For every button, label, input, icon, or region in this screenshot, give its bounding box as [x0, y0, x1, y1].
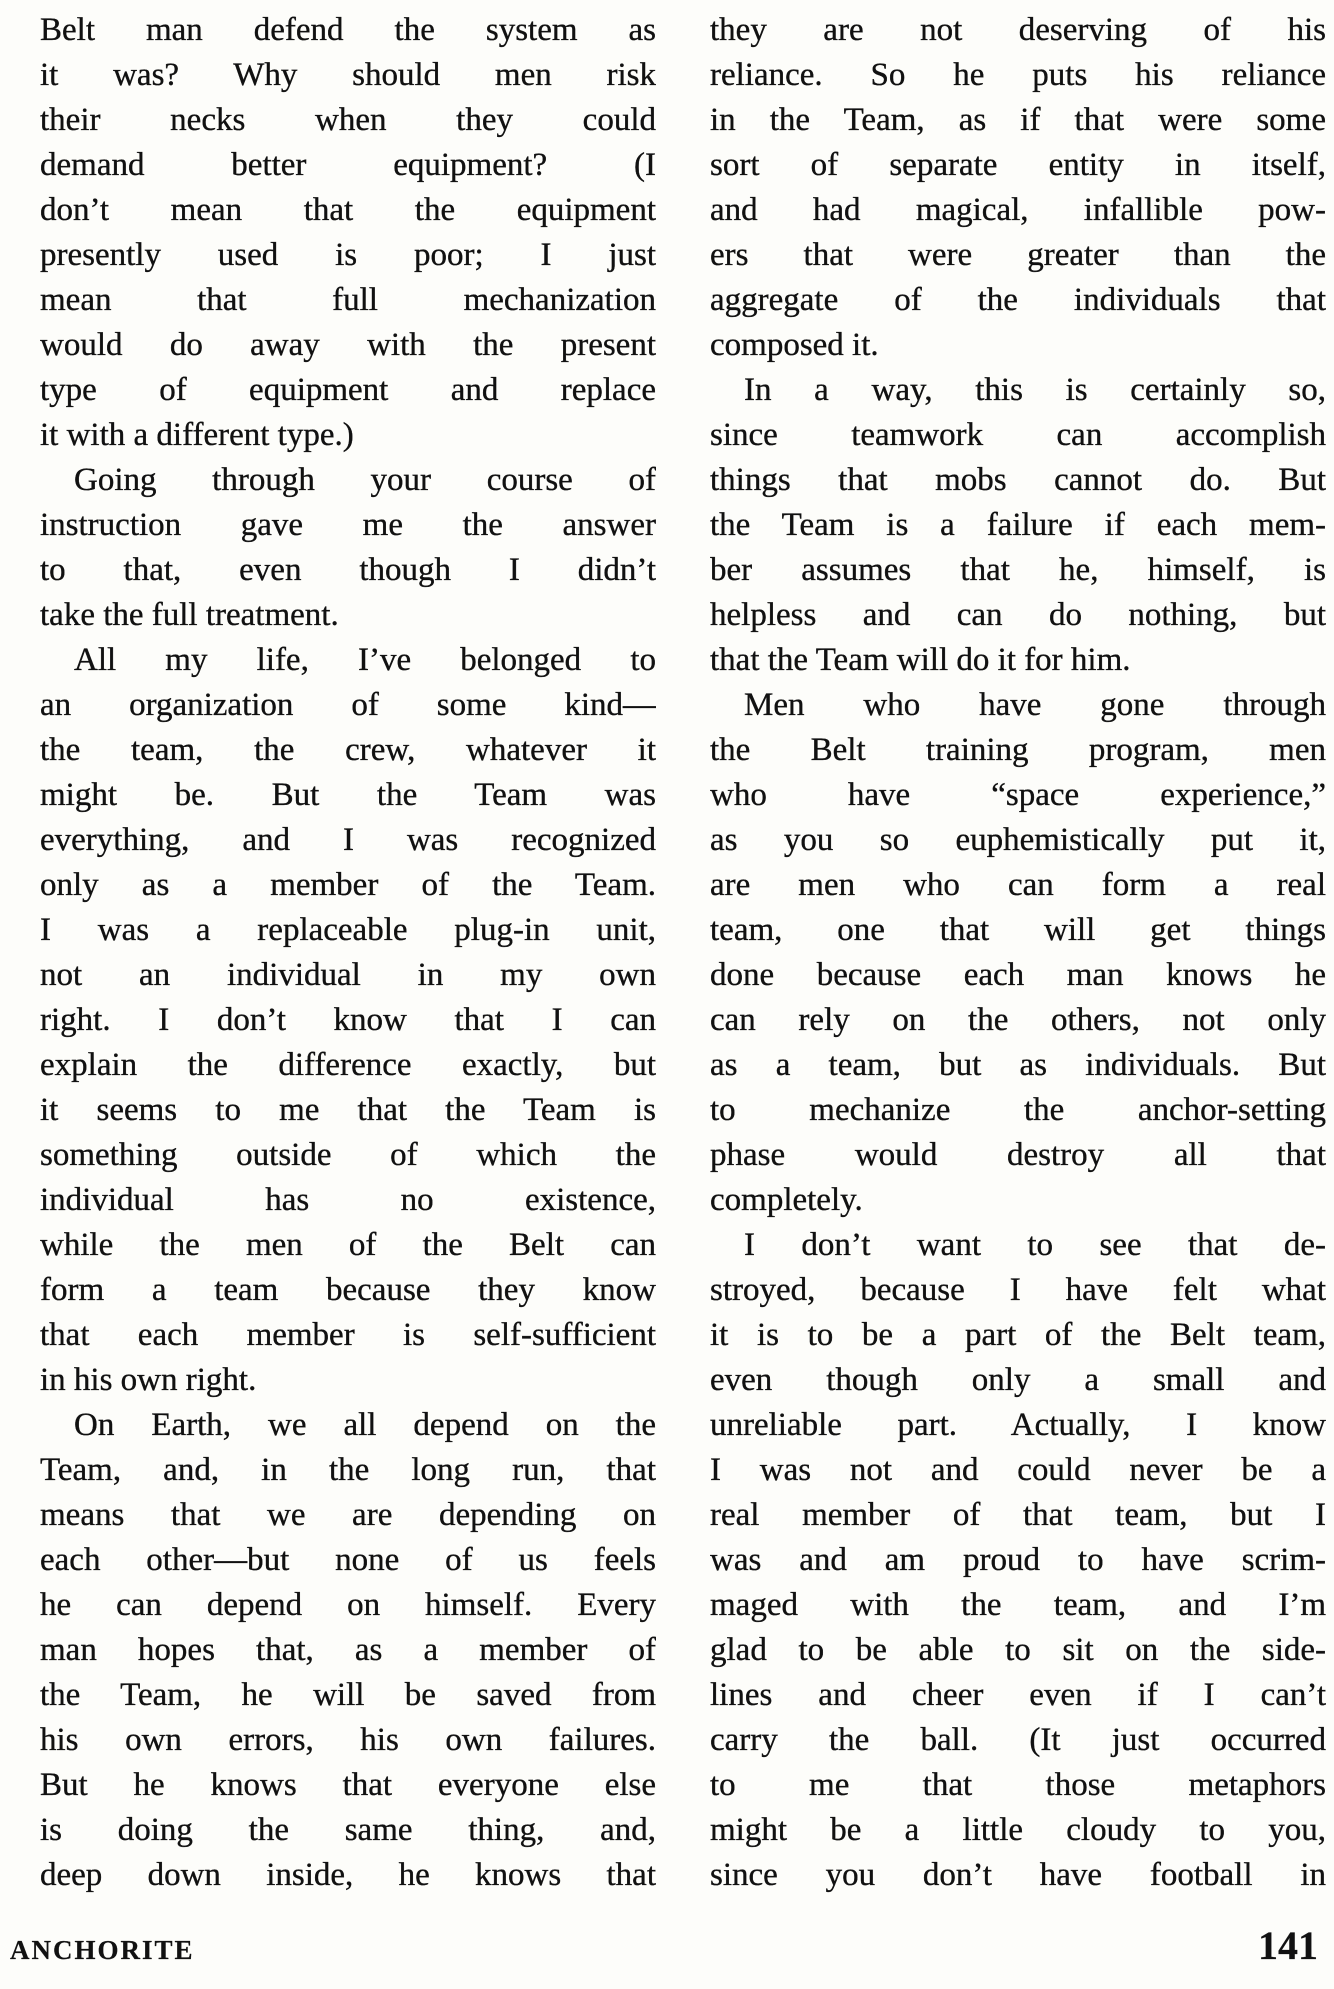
text-line: that each member is self-sufficient [40, 1317, 656, 1353]
text-line: is doing the same thing, and, [40, 1812, 656, 1848]
text-line: an organization of some kind— [40, 687, 656, 723]
text-line: instruction gave me the answer [40, 507, 656, 543]
text-line: In a way, this is certainly so, [744, 372, 1326, 408]
text-line: Belt man defend the system as [40, 12, 656, 48]
text-line: maged with the team, and I’m [710, 1587, 1326, 1623]
text-line: can rely on the others, not only [710, 1002, 1326, 1038]
text-line: the team, the crew, whatever it [40, 732, 656, 768]
text-line: each other—but none of us feels [40, 1542, 656, 1578]
text-line: it is to be a part of the Belt team, [710, 1317, 1326, 1353]
text-line: team, one that will get things [710, 912, 1326, 948]
text-line: completely. [710, 1182, 863, 1218]
text-line: carry the ball. (It just occurred [710, 1722, 1326, 1758]
text-line: while the men of the Belt can [40, 1227, 656, 1263]
text-line: don’t mean that the equipment [40, 192, 656, 228]
text-line: his own errors, his own failures. [40, 1722, 656, 1758]
text-line: individual has no existence, [40, 1182, 656, 1218]
text-line: things that mobs cannot do. But [710, 462, 1326, 498]
text-line: I don’t want to see that de- [744, 1227, 1326, 1263]
running-title: ANCHORITE [10, 1935, 195, 1965]
text-line: man hopes that, as a member of [40, 1632, 656, 1668]
text-line: it seems to me that the Team is [40, 1092, 656, 1128]
text-line: would do away with the present [40, 327, 656, 363]
text-line: right. I don’t know that I can [40, 1002, 656, 1038]
text-line: glad to be able to sit on the side- [710, 1632, 1326, 1668]
text-line: was and am proud to have scrim- [710, 1542, 1326, 1578]
text-line: deep down inside, he knows that [40, 1857, 656, 1893]
text-line: to me that those metaphors [710, 1767, 1326, 1803]
text-line: even though only a small and [710, 1362, 1326, 1398]
text-line: explain the difference exactly, but [40, 1047, 656, 1083]
text-line: only as a member of the Team. [40, 867, 656, 903]
text-line: form a team because they know [40, 1272, 656, 1308]
text-line: take the full treatment. [40, 597, 339, 633]
text-line: lines and cheer even if I can’t [710, 1677, 1326, 1713]
text-line: the Belt training program, men [710, 732, 1326, 768]
text-line: to mechanize the anchor-setting [710, 1092, 1326, 1128]
text-line: he can depend on himself. Every [40, 1587, 656, 1623]
text-line: ers that were greater than the [710, 237, 1326, 273]
text-line: phase would destroy all that [710, 1137, 1326, 1173]
text-line: ber assumes that he, himself, is [710, 552, 1326, 588]
text-line: Team, and, in the long run, that [40, 1452, 656, 1488]
text-line: reliance. So he puts his reliance [710, 57, 1326, 93]
text-line: they are not deserving of his [710, 12, 1326, 48]
text-line: composed it. [710, 327, 879, 363]
text-line: done because each man knows he [710, 957, 1326, 993]
text-line: everything, and I was recognized [40, 822, 656, 858]
text-line: sort of separate entity in itself, [710, 147, 1326, 183]
text-line: are men who can form a real [710, 867, 1326, 903]
text-line: All my life, I’ve belonged to [74, 642, 656, 678]
text-line: Going through your course of [74, 462, 656, 498]
text-line: type of equipment and replace [40, 372, 656, 408]
text-line: in the Team, as if that were some [710, 102, 1326, 138]
text-line: their necks when they could [40, 102, 656, 138]
text-line: since you don’t have football in [710, 1857, 1326, 1893]
text-line: means that we are depending on [40, 1497, 656, 1533]
text-line: the Team, he will be saved from [40, 1677, 656, 1713]
page-number: 141 [1258, 1923, 1318, 1968]
text-line: who have “space experience,” [710, 777, 1326, 813]
text-line: as you so euphemistically put it, [710, 822, 1326, 858]
text-line: something outside of which the [40, 1137, 656, 1173]
text-line: to that, even though I didn’t [40, 552, 656, 588]
text-line: not an individual in my own [40, 957, 656, 993]
text-line: might be a little cloudy to you, [710, 1812, 1326, 1848]
text-line: demand better equipment? (I [40, 147, 656, 183]
text-line: mean that full mechanization [40, 282, 656, 318]
text-line: helpless and can do nothing, but [710, 597, 1326, 633]
text-line: presently used is poor; I just [40, 237, 656, 273]
text-line: in his own right. [40, 1362, 257, 1398]
text-line: since teamwork can accomplish [710, 417, 1326, 453]
text-line: might be. But the Team was [40, 777, 656, 813]
text-line: stroyed, because I have felt what [710, 1272, 1326, 1308]
text-line: On Earth, we all depend on the [74, 1407, 656, 1443]
text-line: I was a replaceable plug-in unit, [40, 912, 656, 948]
text-line: it with a different type.) [40, 417, 354, 453]
left-column [40, 8, 656, 1898]
text-line: I was not and could never be a [710, 1452, 1326, 1488]
right-column [710, 8, 1326, 1898]
text-line: unreliable part. Actually, I know [710, 1407, 1326, 1443]
text-line: and had magical, infallible pow- [710, 192, 1326, 228]
text-line: Men who have gone through [744, 687, 1326, 723]
text-line: it was? Why should men risk [40, 57, 656, 93]
text-line: as a team, but as individuals. But [710, 1047, 1326, 1083]
page-footer [10, 1922, 1318, 1969]
text-line: But he knows that everyone else [40, 1767, 656, 1803]
text-line: that the Team will do it for him. [710, 642, 1131, 678]
text-line: the Team is a failure if each mem- [710, 507, 1326, 543]
text-line: aggregate of the individuals that [710, 282, 1326, 318]
text-line: real member of that team, but I [710, 1497, 1326, 1533]
